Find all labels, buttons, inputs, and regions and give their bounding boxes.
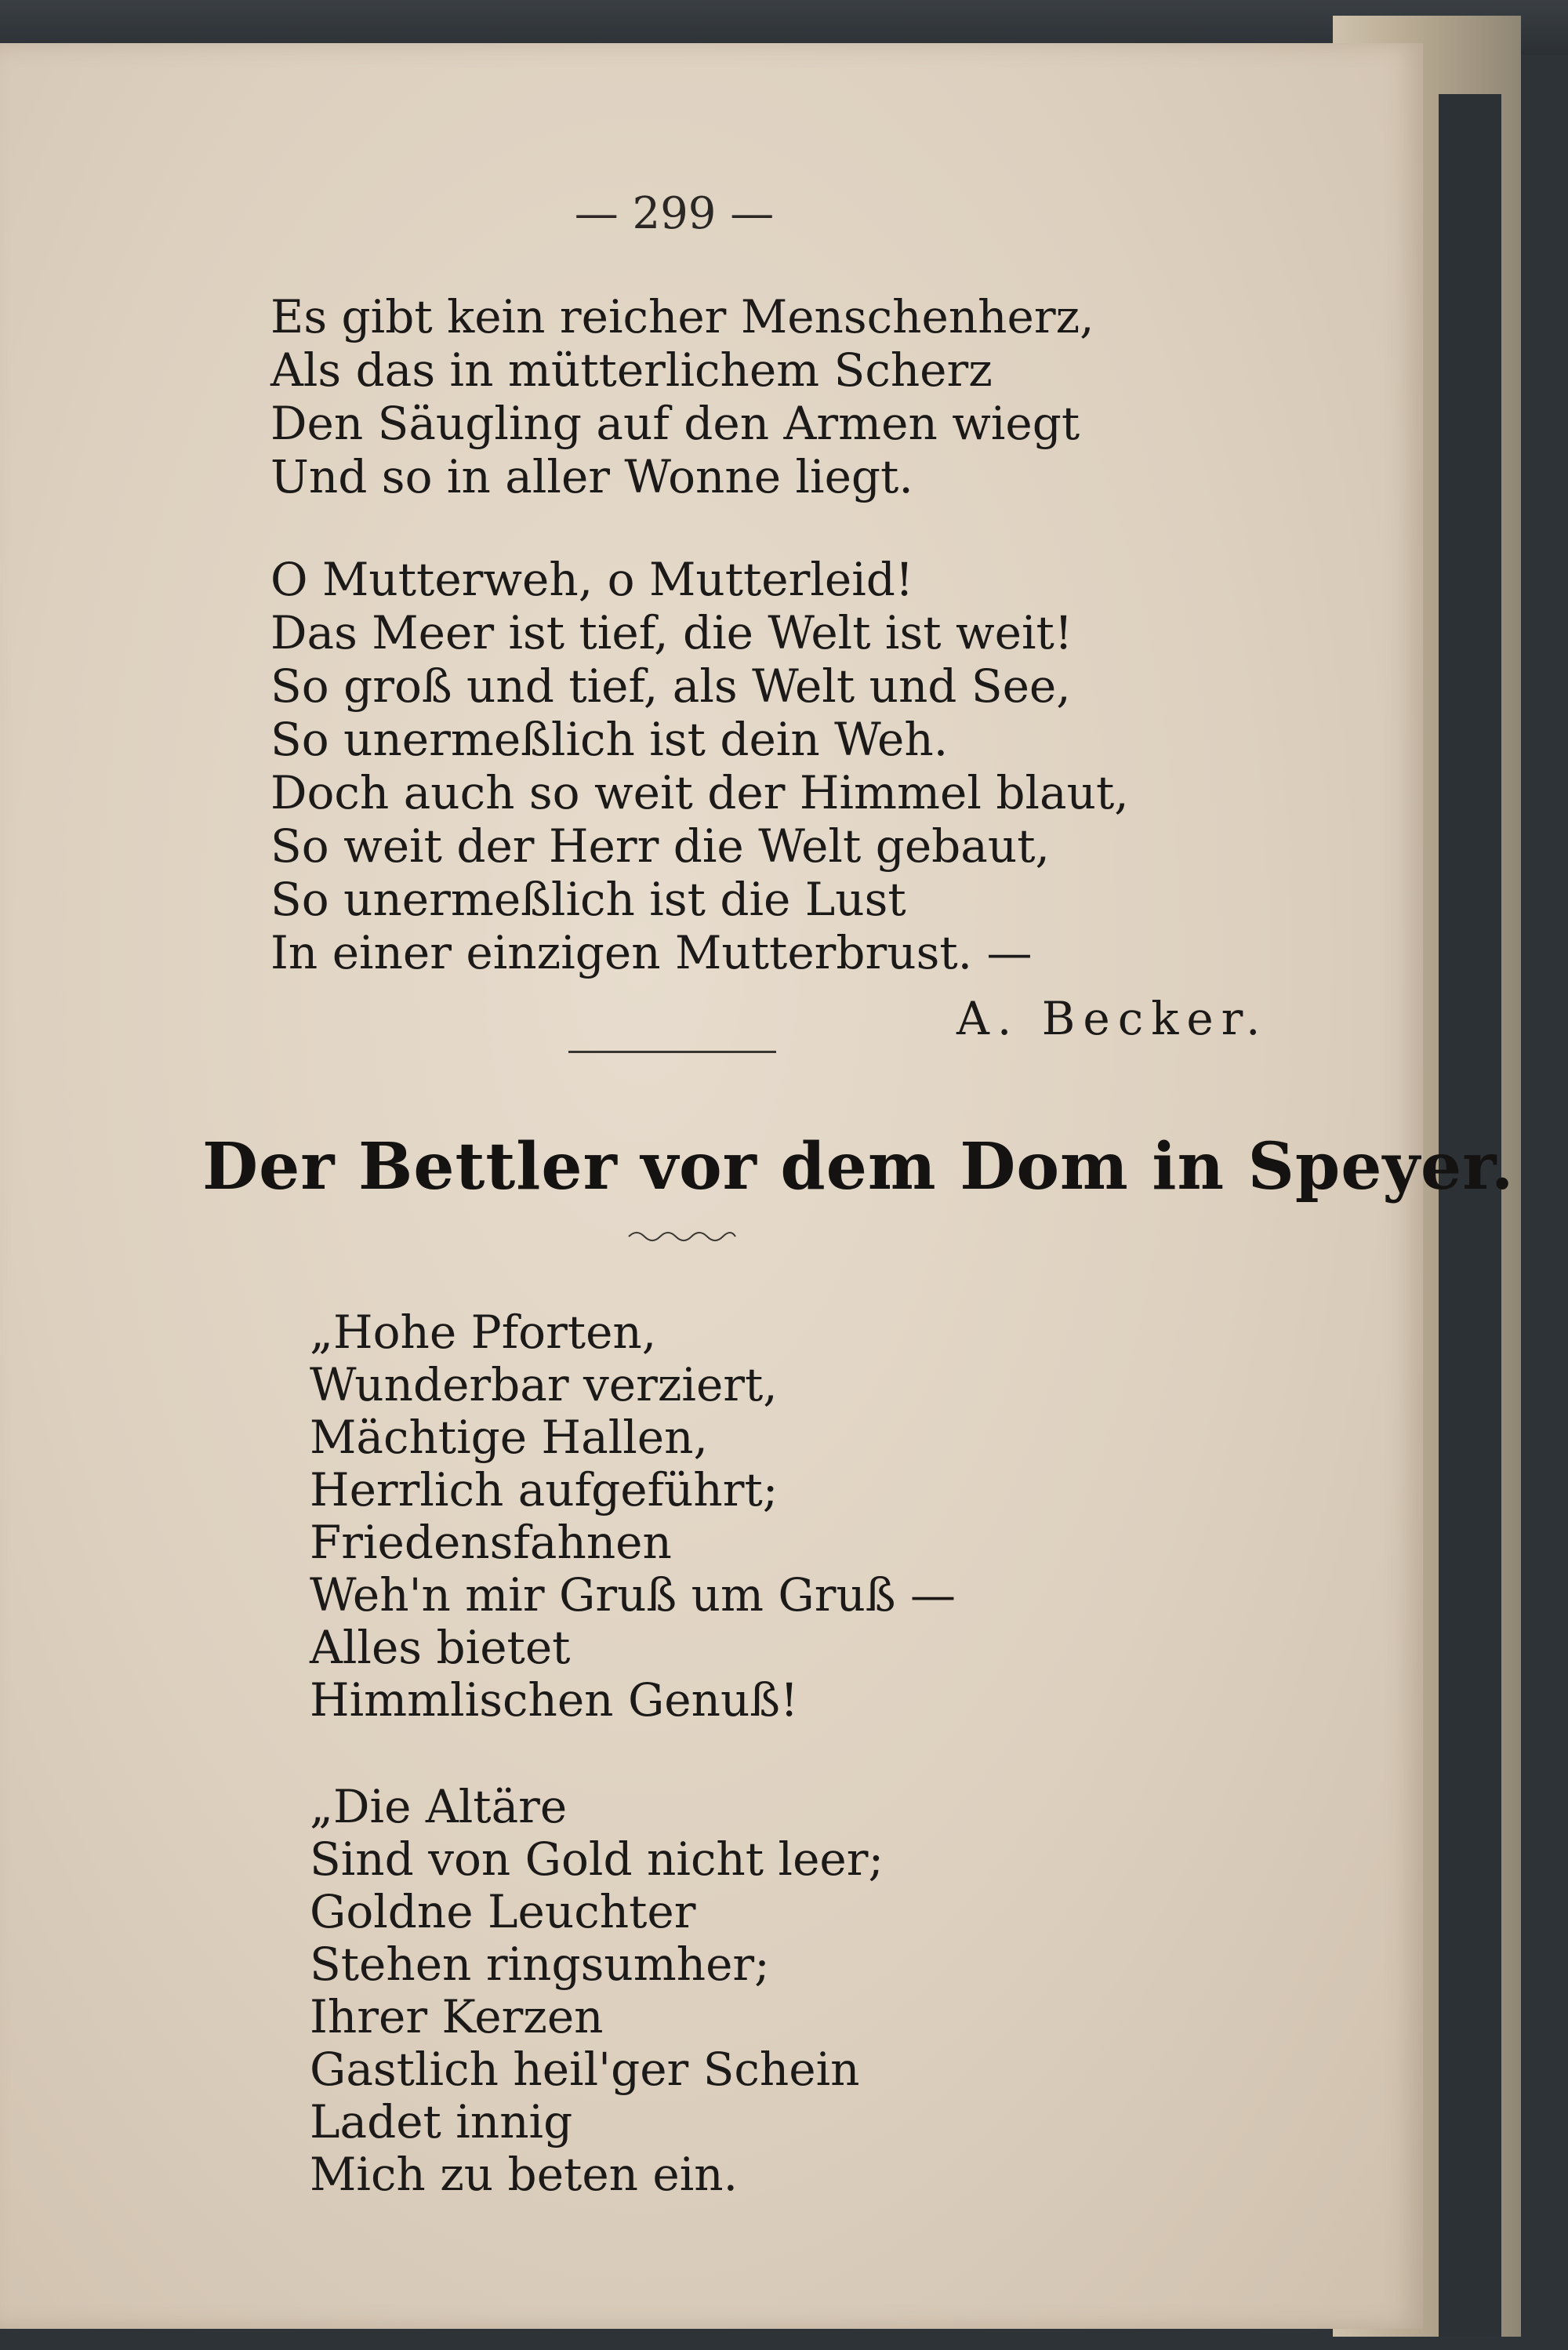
ornament-divider — [627, 1227, 737, 1244]
poem-line: Weh'n mir Gruß um Gruß — — [310, 1568, 956, 1622]
poem-author: A. Becker. — [956, 992, 1269, 1045]
book-page — [0, 43, 1515, 2329]
poem-line: In einer einzigen Mutterbrust. — — [270, 926, 1033, 979]
poem-line: Wunderbar verziert, — [310, 1358, 778, 1411]
poem-line: O Mutterweh, o Mutterleid! — [270, 553, 914, 606]
poem-title: Der Bettler vor dem Dom in Speyer. — [202, 1129, 1515, 1204]
poem-line: Friedensfahnen — [310, 1516, 672, 1569]
section-divider — [568, 1051, 776, 1053]
poem-line: Herrlich aufgeführt; — [310, 1463, 779, 1516]
poem-line: Gastlich heil'ger Schein — [310, 2043, 860, 2096]
poem-line: Alles bietet — [310, 1621, 571, 1674]
poem-line: Stehen ringsumher; — [310, 1938, 770, 1991]
poem-line: So groß und tief, als Welt und See, — [270, 659, 1071, 713]
poem-line: Sind von Gold nicht leer; — [310, 1832, 884, 1886]
poem-line: Als das in mütterlichem Scherz — [270, 343, 993, 397]
poem-line: Doch auch so weit der Himmel blaut, — [270, 766, 1129, 819]
poem-line: Mächtige Hallen, — [310, 1411, 708, 1464]
poem-line: Himmlischen Genuß! — [310, 1673, 799, 1727]
poem-line: Ihrer Kerzen — [310, 1990, 604, 2043]
poem-line: Goldne Leuchter — [310, 1885, 696, 1938]
book-cover-side — [1439, 94, 1501, 2337]
poem-line: Das Meer ist tief, die Welt ist weit! — [270, 606, 1073, 659]
poem-line: So unermeßlich ist dein Weh. — [270, 713, 949, 766]
poem-line: Es gibt kein reicher Menschenherz, — [270, 290, 1094, 343]
poem-line: „Hohe Pforten, — [310, 1306, 657, 1359]
poem-line: Ladet innig — [310, 2095, 573, 2148]
page-number: — 299 — — [574, 188, 775, 239]
poem-line: „Die Altäre — [310, 1780, 568, 1833]
poem-line: So weit der Herr die Welt gebaut, — [270, 819, 1050, 873]
poem-line: Den Säugling auf den Armen wiegt — [270, 397, 1080, 450]
poem-line: Mich zu beten ein. — [310, 2148, 739, 2201]
poem-line: Und so in aller Wonne liegt. — [270, 450, 913, 503]
poem-line: So unermeßlich ist die Lust — [270, 873, 906, 926]
